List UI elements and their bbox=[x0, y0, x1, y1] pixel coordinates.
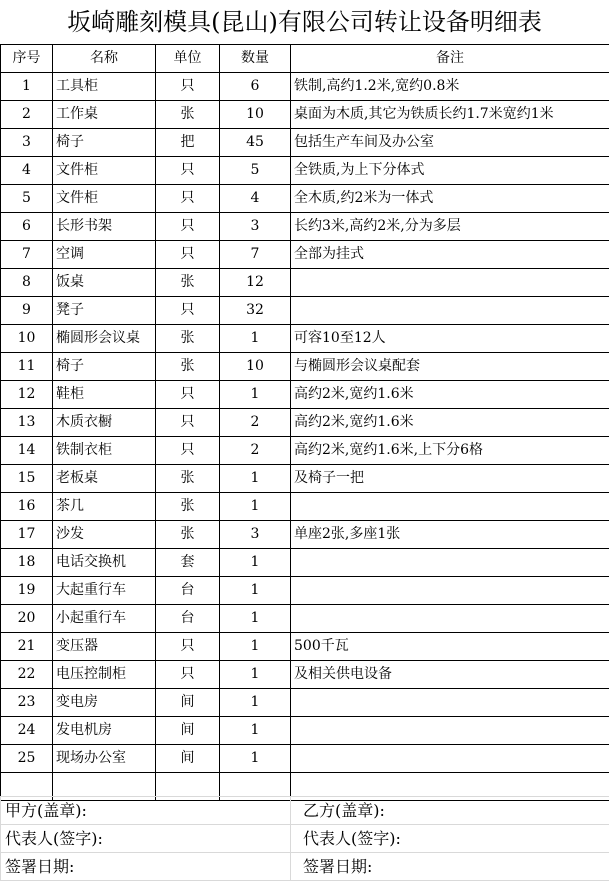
cell-note: 及椅子一把 bbox=[291, 465, 609, 493]
table-row bbox=[1, 689, 609, 717]
table-row bbox=[1, 353, 609, 381]
cell-no: 3 bbox=[1, 129, 53, 157]
cell-note: 高约2米,宽约1.6米 bbox=[291, 381, 609, 409]
cell-qty: 32 bbox=[220, 297, 291, 325]
cell-note bbox=[291, 745, 609, 773]
cell-qty: 2 bbox=[220, 437, 291, 465]
cell-name: 长形书架 bbox=[53, 213, 156, 241]
party-b-representative: 代表人(签字): bbox=[291, 825, 609, 853]
cell-unit: 张 bbox=[156, 465, 220, 493]
cell-note: 全部为挂式 bbox=[291, 241, 609, 269]
cell-qty: 1 bbox=[220, 633, 291, 661]
cell-name: 椅子 bbox=[53, 353, 156, 381]
cell-note bbox=[291, 269, 609, 297]
cell-unit: 只 bbox=[156, 213, 220, 241]
header-unit: 单位 bbox=[156, 45, 220, 73]
cell-no: 21 bbox=[1, 633, 53, 661]
cell-unit: 只 bbox=[156, 297, 220, 325]
party-a-date: 签署日期: bbox=[1, 853, 291, 881]
cell-name: 饭桌 bbox=[53, 269, 156, 297]
cell-unit: 只 bbox=[156, 185, 220, 213]
table-row bbox=[1, 73, 609, 101]
cell-note: 全木质,约2米为一体式 bbox=[291, 185, 609, 213]
cell-note: 包括生产车间及办公室 bbox=[291, 129, 609, 157]
cell-no: 11 bbox=[1, 353, 53, 381]
party-b-date: 签署日期: bbox=[291, 853, 609, 881]
cell-note bbox=[291, 577, 609, 605]
cell-name: 电压控制柜 bbox=[53, 661, 156, 689]
cell-name: 工具柜 bbox=[53, 73, 156, 101]
cell-name: 茶几 bbox=[53, 493, 156, 521]
cell-unit: 间 bbox=[156, 689, 220, 717]
cell-note: 长约3米,高约2米,分为多层 bbox=[291, 213, 609, 241]
table-row bbox=[1, 549, 609, 577]
cell-no: 1 bbox=[1, 73, 53, 101]
cell-no: 5 bbox=[1, 185, 53, 213]
table-row bbox=[1, 241, 609, 269]
cell-name: 老板桌 bbox=[53, 465, 156, 493]
party-a-seal: 甲方(盖章): bbox=[1, 797, 291, 825]
table-row bbox=[1, 409, 609, 437]
cell-note: 与椭圆形会议桌配套 bbox=[291, 353, 609, 381]
table-row bbox=[1, 437, 609, 465]
cell-unit: 张 bbox=[156, 101, 220, 129]
cell-note: 单座2张,多座1张 bbox=[291, 521, 609, 549]
cell-qty: 1 bbox=[220, 465, 291, 493]
cell-unit: 只 bbox=[156, 381, 220, 409]
cell-name: 椭圆形会议桌 bbox=[53, 325, 156, 353]
signature-area bbox=[0, 796, 609, 881]
cell-no: 17 bbox=[1, 521, 53, 549]
cell-no: 24 bbox=[1, 717, 53, 745]
cell-unit: 只 bbox=[156, 437, 220, 465]
cell-qty: 1 bbox=[220, 661, 291, 689]
cell-note bbox=[291, 549, 609, 577]
table-row bbox=[1, 633, 609, 661]
cell-no: 23 bbox=[1, 689, 53, 717]
cell-qty: 1 bbox=[220, 717, 291, 745]
cell-no: 2 bbox=[1, 101, 53, 129]
cell-no: 7 bbox=[1, 241, 53, 269]
cell-note: 高约2米,宽约1.6米,上下分6格 bbox=[291, 437, 609, 465]
table-row bbox=[1, 577, 609, 605]
cell-name: 文件柜 bbox=[53, 185, 156, 213]
cell-name: 变压器 bbox=[53, 633, 156, 661]
cell-no: 16 bbox=[1, 493, 53, 521]
cell-qty: 4 bbox=[220, 185, 291, 213]
cell-name: 大起重行车 bbox=[53, 577, 156, 605]
cell-note bbox=[291, 605, 609, 633]
cell-name: 现场办公室 bbox=[53, 745, 156, 773]
cell-unit: 张 bbox=[156, 325, 220, 353]
header-note: 备注 bbox=[291, 45, 609, 73]
cell-unit: 张 bbox=[156, 521, 220, 549]
table-row bbox=[1, 521, 609, 549]
table-row bbox=[1, 745, 609, 773]
cell-no: 19 bbox=[1, 577, 53, 605]
cell-no: 13 bbox=[1, 409, 53, 437]
table-row bbox=[1, 297, 609, 325]
cell-qty: 1 bbox=[220, 381, 291, 409]
cell-qty: 7 bbox=[220, 241, 291, 269]
cell-note bbox=[291, 717, 609, 745]
cell-name: 工作桌 bbox=[53, 101, 156, 129]
cell-qty: 10 bbox=[220, 101, 291, 129]
cell-unit: 台 bbox=[156, 605, 220, 633]
cell-qty: 1 bbox=[220, 493, 291, 521]
cell-name: 发电机房 bbox=[53, 717, 156, 745]
cell-name: 小起重行车 bbox=[53, 605, 156, 633]
cell-qty: 1 bbox=[220, 577, 291, 605]
cell-qty: 1 bbox=[220, 549, 291, 577]
cell-no: 25 bbox=[1, 745, 53, 773]
cell-no: 18 bbox=[1, 549, 53, 577]
cell-qty: 1 bbox=[220, 689, 291, 717]
cell-qty: 6 bbox=[220, 73, 291, 101]
cell-name: 木质衣橱 bbox=[53, 409, 156, 437]
party-a-representative: 代表人(签字): bbox=[1, 825, 291, 853]
table-row bbox=[1, 213, 609, 241]
table-row bbox=[1, 493, 609, 521]
cell-note: 全铁质,为上下分体式 bbox=[291, 157, 609, 185]
cell-note bbox=[291, 689, 609, 717]
cell-name: 鞋柜 bbox=[53, 381, 156, 409]
table-row bbox=[1, 465, 609, 493]
cell-unit: 张 bbox=[156, 493, 220, 521]
cell-note bbox=[291, 297, 609, 325]
cell-qty: 1 bbox=[220, 325, 291, 353]
cell-name: 空调 bbox=[53, 241, 156, 269]
cell-qty: 3 bbox=[220, 521, 291, 549]
table-row bbox=[1, 717, 609, 745]
cell-unit: 只 bbox=[156, 157, 220, 185]
cell-name: 沙发 bbox=[53, 521, 156, 549]
cell-unit: 只 bbox=[156, 73, 220, 101]
cell-name: 文件柜 bbox=[53, 157, 156, 185]
table-row bbox=[1, 381, 609, 409]
cell-name: 电话交换机 bbox=[53, 549, 156, 577]
cell-unit: 张 bbox=[156, 353, 220, 381]
cell-qty: 10 bbox=[220, 353, 291, 381]
cell-note: 高约2米,宽约1.6米 bbox=[291, 409, 609, 437]
header-no: 序号 bbox=[1, 45, 53, 73]
table-row bbox=[1, 129, 609, 157]
cell-unit: 间 bbox=[156, 745, 220, 773]
cell-qty: 1 bbox=[220, 605, 291, 633]
cell-qty: 2 bbox=[220, 409, 291, 437]
cell-unit: 只 bbox=[156, 633, 220, 661]
document-title: 坂崎雕刻模具(昆山)有限公司转让设备明细表 bbox=[67, 8, 542, 36]
cell-note: 铁制,高约1.2米,宽约0.8米 bbox=[291, 73, 609, 101]
cell-qty: 45 bbox=[220, 129, 291, 157]
table-row bbox=[1, 157, 609, 185]
cell-no: 4 bbox=[1, 157, 53, 185]
cell-name: 变电房 bbox=[53, 689, 156, 717]
cell-no: 8 bbox=[1, 269, 53, 297]
cell-name: 铁制衣柜 bbox=[53, 437, 156, 465]
table-row bbox=[1, 185, 609, 213]
cell-qty: 5 bbox=[220, 157, 291, 185]
cell-qty: 12 bbox=[220, 269, 291, 297]
table-header-row bbox=[1, 45, 609, 73]
header-name: 名称 bbox=[53, 45, 156, 73]
header-qty: 数量 bbox=[220, 45, 291, 73]
cell-unit: 只 bbox=[156, 241, 220, 269]
cell-unit: 只 bbox=[156, 661, 220, 689]
cell-note bbox=[291, 493, 609, 521]
cell-no: 6 bbox=[1, 213, 53, 241]
cell-no: 14 bbox=[1, 437, 53, 465]
cell-qty: 3 bbox=[220, 213, 291, 241]
cell-no: 20 bbox=[1, 605, 53, 633]
table-row bbox=[1, 325, 609, 353]
cell-no: 10 bbox=[1, 325, 53, 353]
table-row bbox=[1, 605, 609, 633]
cell-name: 凳子 bbox=[53, 297, 156, 325]
cell-no: 22 bbox=[1, 661, 53, 689]
cell-unit: 张 bbox=[156, 269, 220, 297]
table-row bbox=[1, 661, 609, 689]
cell-unit: 间 bbox=[156, 717, 220, 745]
cell-unit: 只 bbox=[156, 409, 220, 437]
cell-no: 9 bbox=[1, 297, 53, 325]
equipment-table bbox=[0, 44, 609, 801]
cell-no: 15 bbox=[1, 465, 53, 493]
table-row bbox=[1, 269, 609, 297]
table-row bbox=[1, 101, 609, 129]
cell-note: 桌面为木质,其它为铁质长约1.7米宽约1米 bbox=[291, 101, 609, 129]
cell-name: 椅子 bbox=[53, 129, 156, 157]
cell-unit: 把 bbox=[156, 129, 220, 157]
cell-note: 可容10至12人 bbox=[291, 325, 609, 353]
cell-no: 12 bbox=[1, 381, 53, 409]
party-b-seal: 乙方(盖章): bbox=[291, 797, 609, 825]
cell-qty: 1 bbox=[220, 745, 291, 773]
cell-unit: 台 bbox=[156, 577, 220, 605]
cell-unit: 套 bbox=[156, 549, 220, 577]
cell-note: 及相关供电设备 bbox=[291, 661, 609, 689]
cell-note: 500千瓦 bbox=[291, 633, 609, 661]
